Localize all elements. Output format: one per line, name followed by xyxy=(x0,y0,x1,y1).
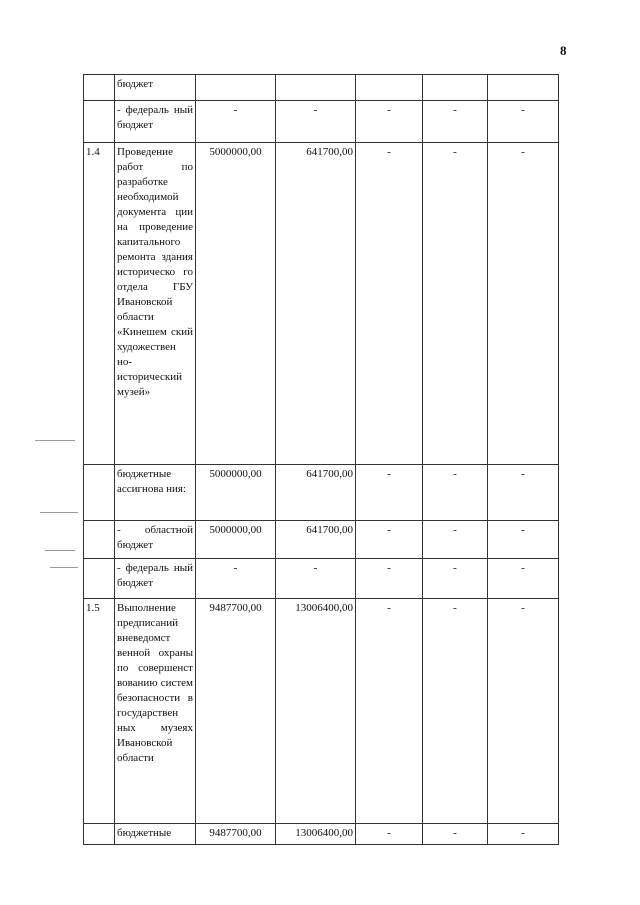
scan-speck xyxy=(35,440,75,441)
row-description: бюджет xyxy=(115,75,196,101)
amount-cell-4 xyxy=(423,75,488,101)
row-description: бюджетные xyxy=(115,824,196,845)
row-number: 1.4 xyxy=(84,143,115,465)
amount-cell-4: - xyxy=(423,824,488,845)
amount-cell-2: 641700,00 xyxy=(276,521,356,559)
amount-cell-2: 13006400,00 xyxy=(276,824,356,845)
row-number xyxy=(84,75,115,101)
row-number xyxy=(84,101,115,143)
amount-cell-2: - xyxy=(276,559,356,599)
row-description: - областной бюджет xyxy=(115,521,196,559)
amount-cell-3: - xyxy=(356,521,423,559)
table-row xyxy=(84,559,559,599)
amount-cell-4: - xyxy=(423,465,488,521)
table-row xyxy=(84,75,559,101)
amount-cell-1: - xyxy=(196,101,276,143)
amount-cell-3: - xyxy=(356,465,423,521)
amount-cell-3: - xyxy=(356,143,423,465)
amount-cell-2 xyxy=(276,75,356,101)
amount-cell-5 xyxy=(488,75,559,101)
scan-speck xyxy=(50,567,78,568)
amount-cell-2: - xyxy=(276,101,356,143)
amount-cell-4: - xyxy=(423,143,488,465)
amount-cell-4: - xyxy=(423,559,488,599)
amount-cell-3: - xyxy=(356,101,423,143)
amount-cell-3: - xyxy=(356,824,423,845)
table-row xyxy=(84,101,559,143)
row-description: бюджетные ассигнова ния: xyxy=(115,465,196,521)
row-description: - федераль ный бюджет xyxy=(115,101,196,143)
amount-cell-3 xyxy=(356,75,423,101)
amount-cell-5: - xyxy=(488,559,559,599)
table-row xyxy=(84,521,559,559)
amount-cell-1: 5000000,00 xyxy=(196,465,276,521)
amount-cell-2: 641700,00 xyxy=(276,465,356,521)
row-number: 1.5 xyxy=(84,599,115,824)
page-number: 8 xyxy=(560,43,567,58)
amount-cell-4: - xyxy=(423,521,488,559)
amount-cell-2: 13006400,00 xyxy=(276,599,356,824)
row-number xyxy=(84,559,115,599)
table-row xyxy=(84,465,559,521)
amount-cell-4: - xyxy=(423,599,488,824)
scan-speck xyxy=(45,550,75,551)
row-number xyxy=(84,824,115,845)
amount-cell-1: 5000000,00 xyxy=(196,521,276,559)
amount-cell-2: 641700,00 xyxy=(276,143,356,465)
row-description: Проведение работ по разработке необходимой документа ции на проведение капитального ремонта здания историческо го отдела ГБУ Ивановской области «Кинешем ский художествен но-исторический музей» xyxy=(115,143,196,465)
amount-cell-4: - xyxy=(423,101,488,143)
amount-cell-5: - xyxy=(488,599,559,824)
amount-cell-3: - xyxy=(356,559,423,599)
amount-cell-3: - xyxy=(356,599,423,824)
amount-cell-1: - xyxy=(196,559,276,599)
amount-cell-5: - xyxy=(488,521,559,559)
table-row xyxy=(84,824,559,845)
budget-table xyxy=(83,74,559,845)
table-row xyxy=(84,143,559,465)
row-number xyxy=(84,465,115,521)
amount-cell-5: - xyxy=(488,824,559,845)
amount-cell-1 xyxy=(196,75,276,101)
amount-cell-1: 5000000,00 xyxy=(196,143,276,465)
row-description: - федераль ный бюджет xyxy=(115,559,196,599)
amount-cell-5: - xyxy=(488,101,559,143)
amount-cell-5: - xyxy=(488,143,559,465)
row-number xyxy=(84,521,115,559)
table-row xyxy=(84,599,559,824)
amount-cell-1: 9487700,00 xyxy=(196,599,276,824)
scan-speck xyxy=(40,512,78,513)
amount-cell-1: 9487700,00 xyxy=(196,824,276,845)
amount-cell-5: - xyxy=(488,465,559,521)
row-description: Выполнение предписаний вневедомст венной охраны по совершенст вованию систем безопасности в государствен ных музеях Ивановской области xyxy=(115,599,196,824)
